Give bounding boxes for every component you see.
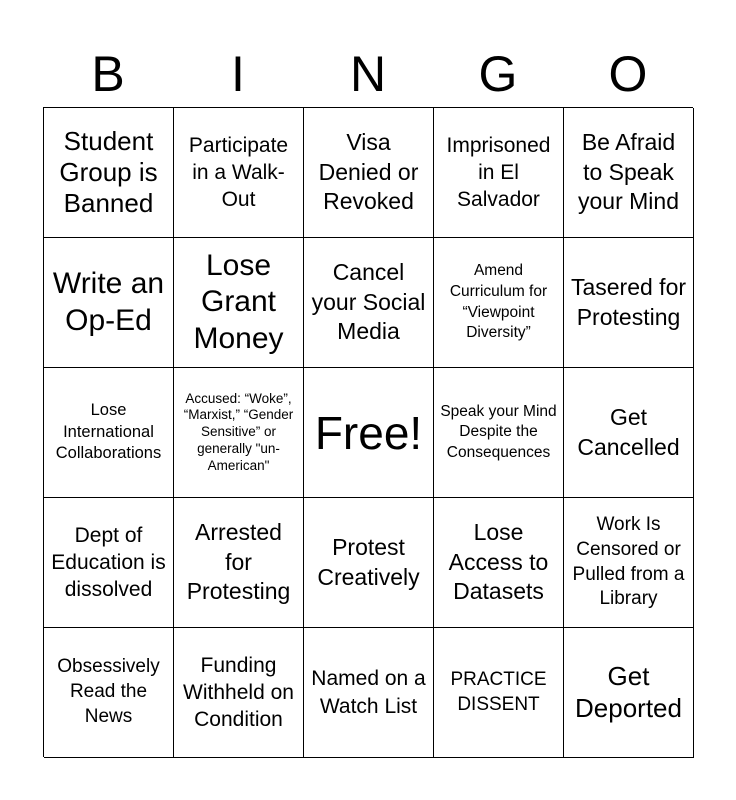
bingo-cell[interactable]: Lose Access to Datasets (434, 498, 564, 628)
bingo-cell[interactable]: Tasered for Protesting (564, 238, 694, 368)
bingo-cell[interactable]: Accused: “Woke”, “Marxist,” “Gender Sensitive” or generally "un-American" (174, 368, 304, 498)
bingo-cell[interactable]: Lose Grant Money (174, 238, 304, 368)
bingo-cell[interactable]: Be Afraid to Speak your Mind (564, 108, 694, 238)
bingo-cell[interactable]: Get Cancelled (564, 368, 694, 498)
bingo-cell[interactable]: Get Deported (564, 628, 694, 758)
free-space[interactable]: Free! (304, 368, 434, 498)
header-letter-n: N (349, 46, 387, 102)
header-letter-o: O (608, 46, 648, 102)
bingo-cell[interactable]: Obsessively Read the News (44, 628, 174, 758)
bingo-cell[interactable]: Speak your Mind Despite the Consequences (434, 368, 564, 498)
bingo-cell[interactable]: Cancel your Social Media (304, 238, 434, 368)
bingo-cell[interactable]: Visa Denied or Revoked (304, 108, 434, 238)
bingo-board (43, 107, 693, 757)
bingo-cell[interactable]: Write an Op-Ed (44, 238, 174, 368)
bingo-cell[interactable]: PRACTICE DISSENT (434, 628, 564, 758)
header-letter-g: G (478, 46, 518, 102)
bingo-cell[interactable]: Named on a Watch List (304, 628, 434, 758)
bingo-cell[interactable]: Amend Curriculum for “Viewpoint Diversity” (434, 238, 564, 368)
bingo-cell[interactable]: Lose International Collaborations (44, 368, 174, 498)
bingo-cell[interactable]: Protest Creatively (304, 498, 434, 628)
bingo-cell[interactable]: Student Group is Banned (44, 108, 174, 238)
header-letter-i: I (231, 46, 245, 102)
bingo-cell[interactable]: Participate in a Walk-Out (174, 108, 304, 238)
bingo-cell[interactable]: Dept of Education is dissolved (44, 498, 174, 628)
header-letter-b: B (91, 46, 125, 102)
bingo-cell[interactable]: Imprisoned in El Salvador (434, 108, 564, 238)
bingo-cell[interactable]: Work Is Censored or Pulled from a Library (564, 498, 694, 628)
bingo-cell[interactable]: Funding Withheld on Condition (174, 628, 304, 758)
bingo-cell[interactable]: Arrested for Protesting (174, 498, 304, 628)
bingo-header (43, 40, 693, 108)
